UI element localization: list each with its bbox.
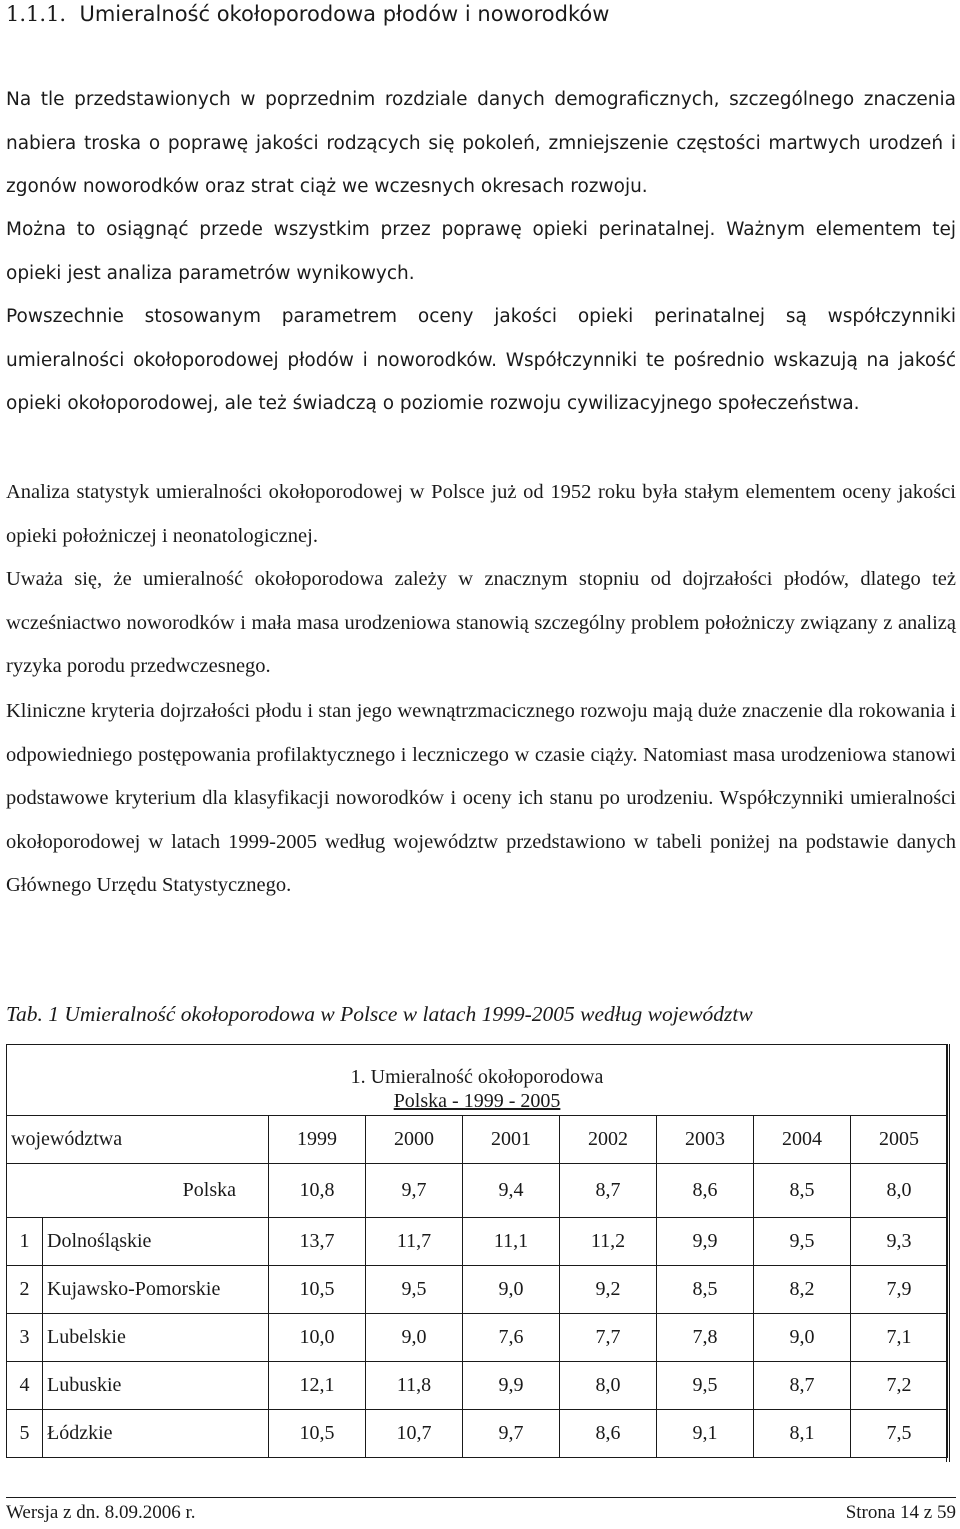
column-header-year: 2001 [463,1116,560,1164]
row-name: Łódzkie [43,1410,269,1458]
table-cell: 9,9 [657,1218,754,1266]
paragraph: Kliniczne kryteria dojrzałości płodu i stan jego wewnątrzmacicznego rozwoju mają duże znaczenie dla rokowania i odpowiedniego postępowania profilaktycznego i leczniczego w czasie ciąży. Natomiast masa urodzeniowa stanowi podstawowe kryterium dla klasyfikacji noworodków i oceny ich stanu po urodzeniu. Współczynniki umieralności okołoporodowej w latach 1999-2005 według województw przedstawiono w tabeli poniżej na podstawie danych Głównego Urzędu Statystycznego. [6,700,956,896]
table-caption: Tab. 1 Umieralność okołoporodowa w Polsce w latach 1999-2005 według województw [6,1002,753,1026]
table-title [7,1045,948,1116]
table-cell: 8,2 [754,1266,851,1314]
table-subtitle-line: Polska - 1999 - 2005 [393,1090,561,1112]
table-row [7,1266,948,1314]
table-cell: 8,5 [754,1164,851,1218]
table-cell: 7,1 [851,1314,948,1362]
paragraph: Można to osiągnąć przede wszystkim przez poprawę opieki perinatalnej. Ważnym elementem tej opieki jest analiza parametrów wynikowych. [6,219,956,284]
column-header-year: 1999 [269,1116,366,1164]
column-header-year: 2002 [560,1116,657,1164]
table-cell: 9,0 [366,1314,463,1362]
section-heading [6,0,956,28]
table-cell: 10,8 [269,1164,366,1218]
table-row-polska [7,1164,948,1218]
table-cell: 8,5 [657,1266,754,1314]
table-cell: 7,2 [851,1362,948,1410]
table-header-row [7,1116,948,1164]
paragraph: Powszechnie stosowanym parametrem oceny jakości opieki perinatalnej są współczynniki umieralności okołoporodowej płodów i noworodków. Współczynniki te pośrednio wskazują na jakość opieki okołoporodowej, ale też świadczą o poziomie rozwoju cywilizacyjnego społeczeństwa. [6,306,956,414]
table-cell: 13,7 [269,1218,366,1266]
footer-page-number: Strona 14 z 59 [845,1502,956,1523]
row-name: Kujawsko-Pomorskie [43,1266,269,1314]
row-index: 4 [7,1362,43,1410]
table-cell: 8,0 [851,1164,948,1218]
table-cell: 10,7 [366,1410,463,1458]
table-cell: 9,7 [463,1410,560,1458]
table-row [7,1314,948,1362]
table-cell: 9,5 [366,1266,463,1314]
column-header-region: województwa [7,1116,269,1164]
table-cell: 11,2 [560,1218,657,1266]
table-cell: 9,3 [851,1218,948,1266]
table-cell: 10,0 [269,1314,366,1362]
column-header-year: 2004 [754,1116,851,1164]
section-number: 1.1.1. [6,2,67,26]
table-title-line: 1. Umieralność okołoporodowa [350,1066,604,1088]
table-cell: 10,5 [269,1410,366,1458]
table-cell: 7,8 [657,1314,754,1362]
table-cell: 8,1 [754,1410,851,1458]
table-cell: 8,7 [560,1164,657,1218]
column-header-year: 2003 [657,1116,754,1164]
paragraph: Na tle przedstawionych w poprzednim rozdziale danych demograficznych, szczególnego znaczenia nabiera troska o poprawę jakości rodzących się pokoleń, zmniejszenie częstości martwych urodzeń i zgonów noworodków oraz strat ciąż we wczesnych okresach rozwoju. [6,89,956,197]
table-cell: 9,9 [463,1362,560,1410]
row-label-polska: Polska [7,1164,269,1218]
row-index: 5 [7,1410,43,1458]
table-cell: 8,0 [560,1362,657,1410]
table-cell: 7,9 [851,1266,948,1314]
table-cell: 12,1 [269,1362,366,1410]
row-index: 3 [7,1314,43,1362]
row-name: Lubuskie [43,1362,269,1410]
footer-divider [6,1497,956,1498]
table-cell: 11,7 [366,1218,463,1266]
paragraph: Analiza statystyk umieralności okołoporodowej w Polsce już od 1952 roku była stałym elementem oceny jakości opieki położniczej i neonatologicznej. [6,481,956,547]
table-cell: 9,1 [657,1410,754,1458]
row-index: 1 [7,1218,43,1266]
table-cell: 9,2 [560,1266,657,1314]
row-index: 2 [7,1266,43,1314]
table-row [7,1410,948,1458]
table-cell: 9,5 [657,1362,754,1410]
table-cell: 9,4 [463,1164,560,1218]
section-title: Umieralność okołoporodowa płodów i noworodków [79,2,610,26]
column-header-year: 2000 [366,1116,463,1164]
footer-version: Wersja z dn. 8.09.2006 r. [6,1502,196,1523]
table-cell: 7,5 [851,1410,948,1458]
table-row [7,1362,948,1410]
mortality-table [6,1044,948,1458]
table-cell: 9,7 [366,1164,463,1218]
table-cell: 11,8 [366,1362,463,1410]
table-right-double-rule [946,1044,950,1462]
table-row [7,1218,948,1266]
column-header-year: 2005 [851,1116,948,1164]
table-cell: 9,0 [463,1266,560,1314]
row-name: Dolnośląskie [43,1218,269,1266]
table-cell: 7,6 [463,1314,560,1362]
table-cell: 8,6 [560,1410,657,1458]
table-cell: 8,7 [754,1362,851,1410]
paragraph: Uważa się, że umieralność okołoporodowa zależy w znacznym stopniu od dojrzałości płodów, dlatego też wcześniactwo noworodków i mała masa urodzeniowa stanowią szczególny problem położniczy związany z analizą ryzyka porodu przedwczesnego. [6,568,956,677]
table-cell: 9,5 [754,1218,851,1266]
table-cell: 7,7 [560,1314,657,1362]
table-cell: 11,1 [463,1218,560,1266]
table-cell: 8,6 [657,1164,754,1218]
table-cell: 10,5 [269,1266,366,1314]
table-cell: 9,0 [754,1314,851,1362]
row-name: Lubelskie [43,1314,269,1362]
